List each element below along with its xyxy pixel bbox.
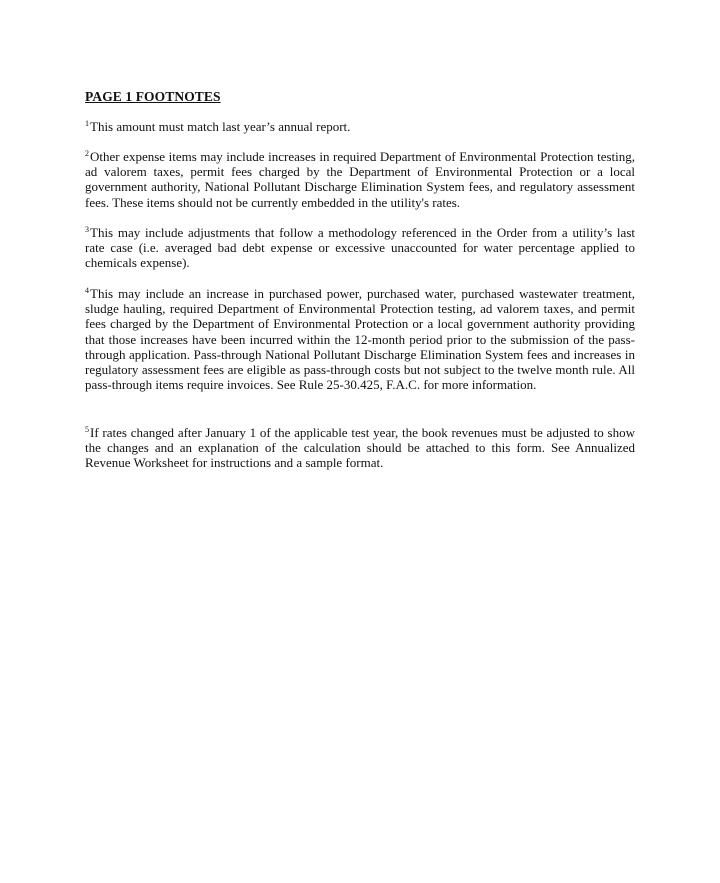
footnote-3	[85, 225, 635, 271]
footnote-5-number: 5	[85, 425, 89, 434]
footnote-4-text: This may include an increase in purchased power, purchased water, purchased wastewater treatment, sludge hauling, required Department of Environmental Protection testing, ad valorem taxes, and permit fees charged by the Department of Environmental Protection or a local government authority providing that those increases have been incurred within the 12-month period prior to the submission of the pass-through application. Pass-through National Pollutant Discharge Elimination System fees and increases in regulatory assessment fees are eligible as pass-through costs but not subject to the twelve month rule. All pass-through items require invoices. See Rule 25-30.425, F.A.C. for more information.	[85, 286, 635, 393]
footnote-1-number: 1	[85, 119, 89, 128]
footnote-3-number: 3	[85, 225, 89, 234]
footnote-2-text: Other expense items may include increases in required Department of Environmental Protection testing, ad valorem taxes, permit fees charged by the Department of Environmental Protection or a local government authority, National Pollutant Discharge Elimination System fees, and regulatory assessment fees. These items should not be currently embedded in the utility's rates.	[85, 149, 635, 210]
footnote-4-number: 4	[85, 286, 89, 295]
page-heading: PAGE 1 FOOTNOTES	[85, 89, 221, 104]
footnote-2	[85, 149, 635, 210]
footnote-4	[85, 286, 635, 392]
footnote-5-text: If rates changed after January 1 of the applicable test year, the book revenues must be adjusted to show the changes and an explanation of the calculation should be attached to this form. See Annualized Revenue Worksheet for instructions and a sample format.	[85, 425, 635, 471]
footnote-5	[85, 425, 635, 471]
footnote-1-text: This amount must match last year’s annual report.	[90, 119, 351, 134]
footnote-2-number: 2	[85, 149, 89, 158]
footnote-1	[85, 119, 635, 134]
footnote-3-text: This may include adjustments that follow a methodology referenced in the Order from a utility’s last rate case (i.e. averaged bad debt expense or excessive unaccounted for water percentage applied to chemicals expense).	[85, 225, 635, 271]
